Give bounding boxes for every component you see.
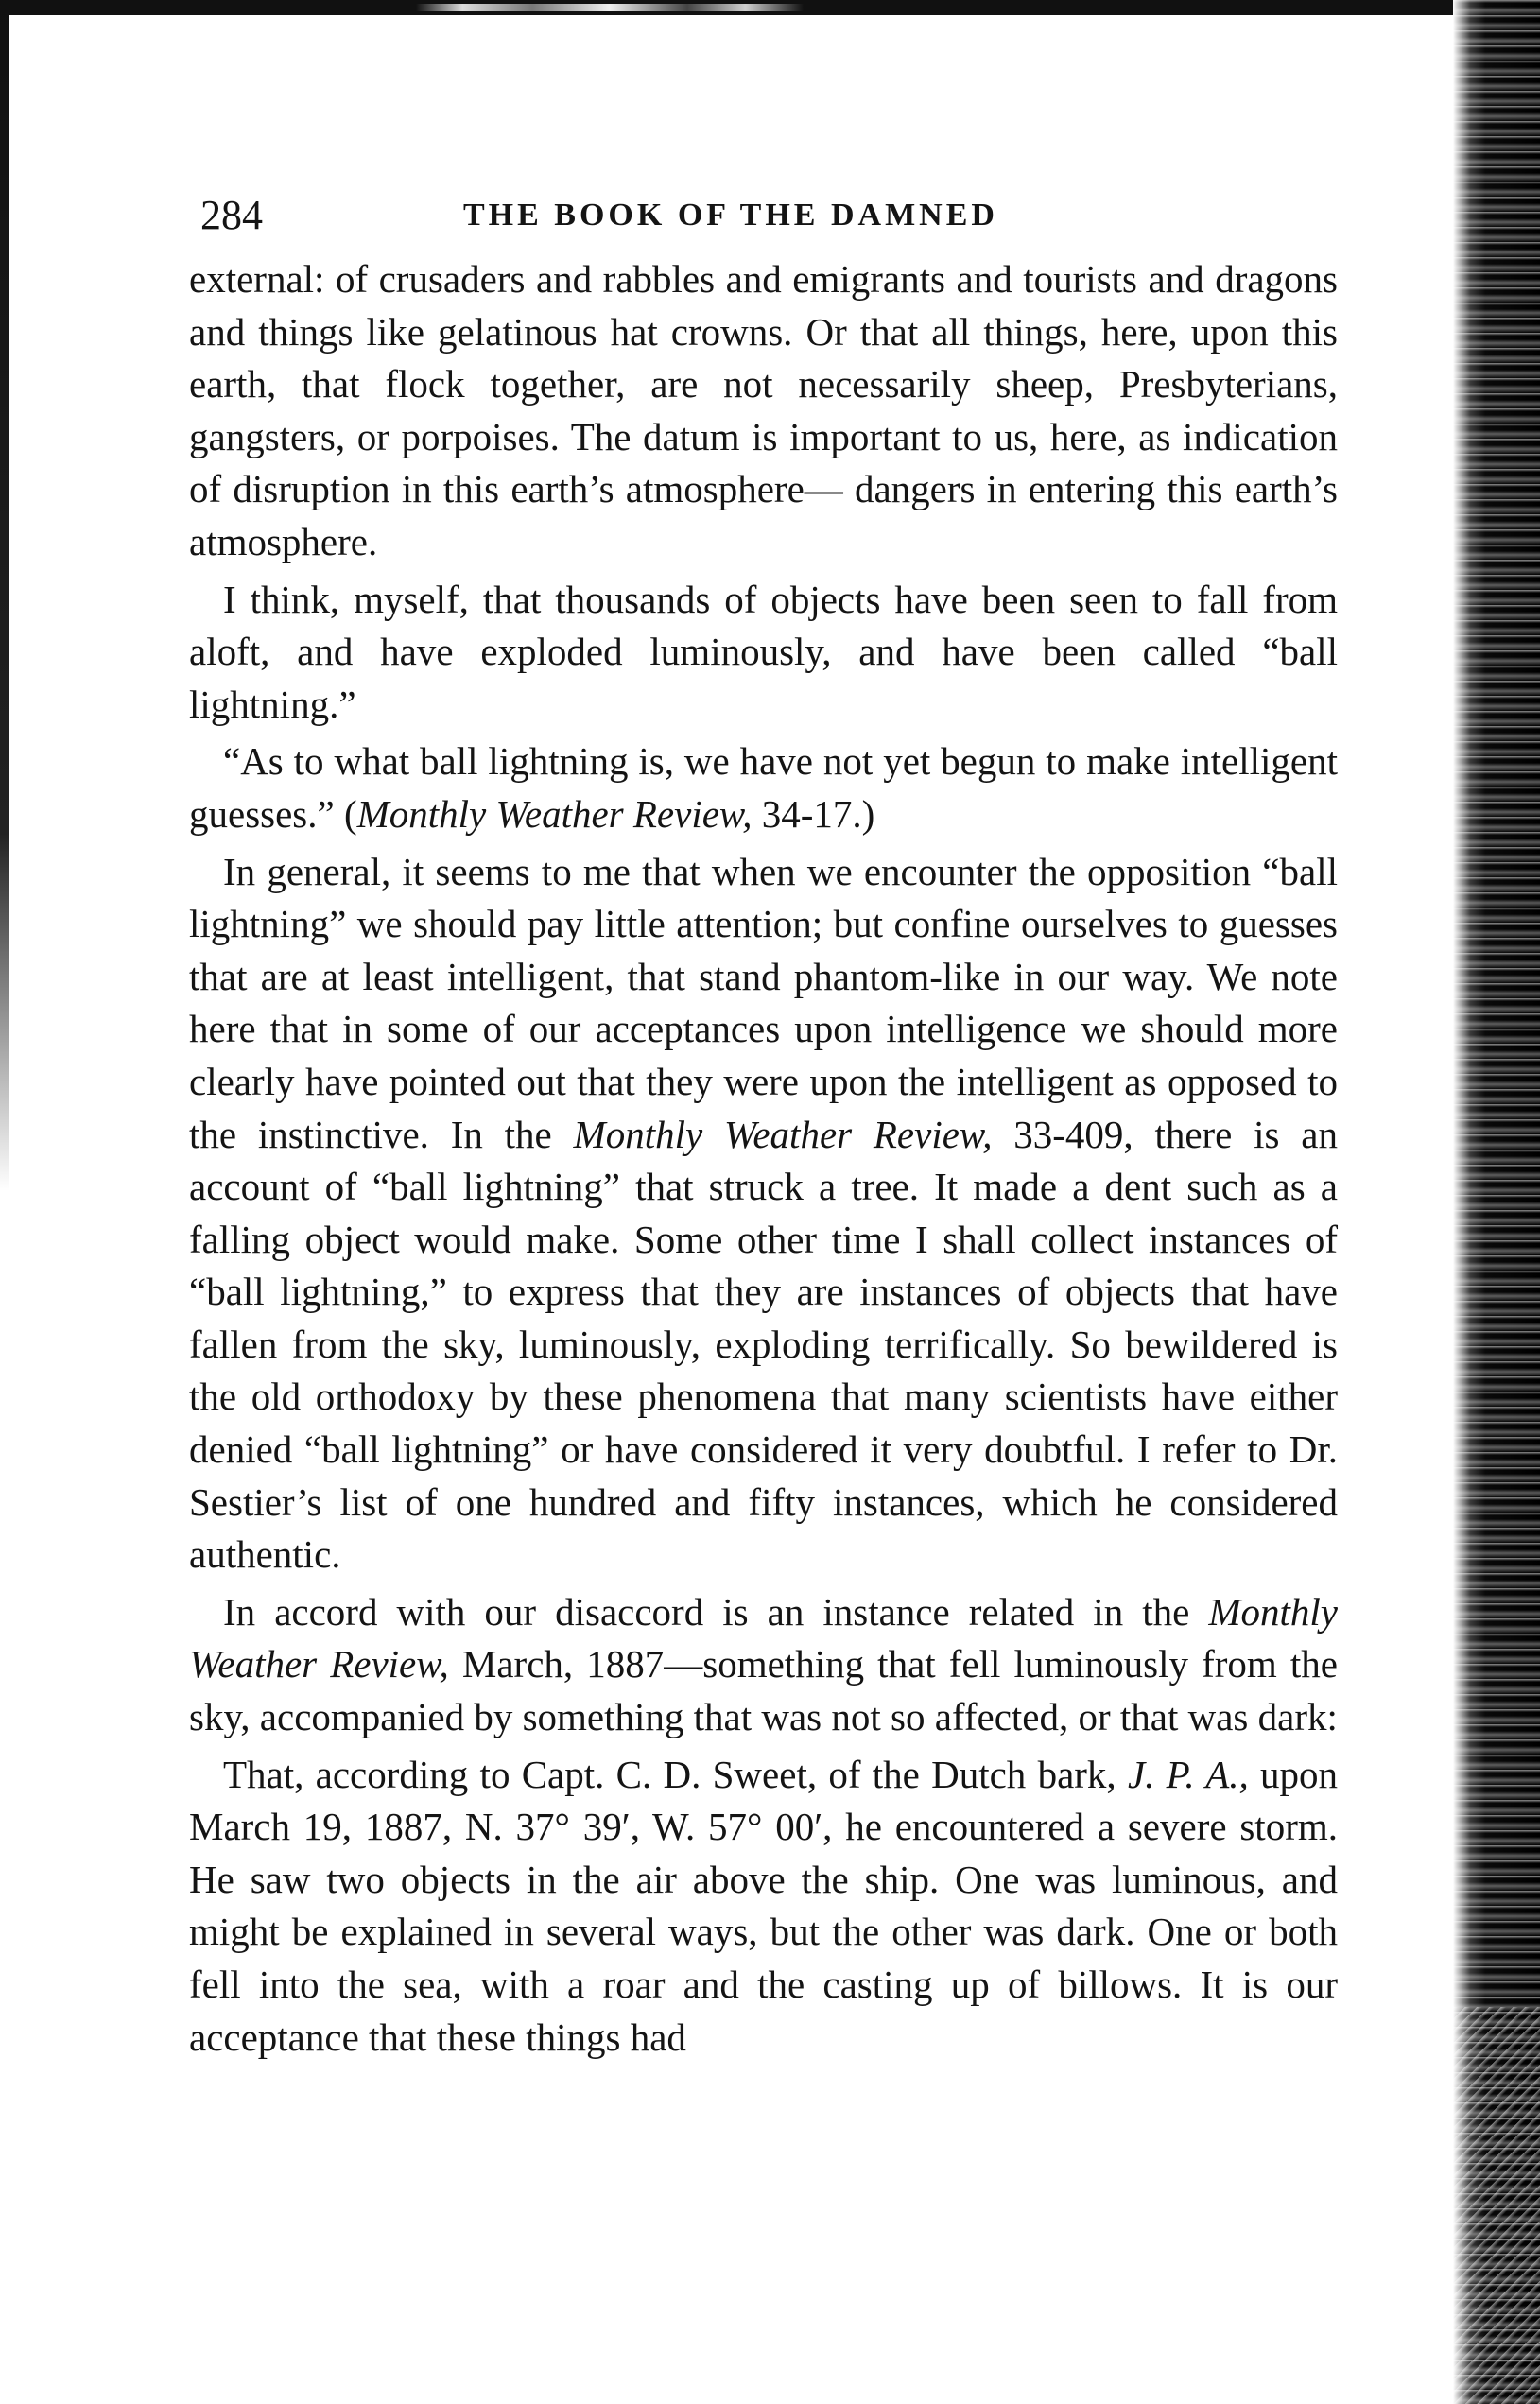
running-head: THE BOOK OF THE DAMNED [463, 198, 998, 233]
paragraph-4-text-a: In general, it seems to me that when we encounter the opposition “ball lightning” we should pay little attention; but confine ourselves to guesses that are at least intelligent, that stand phantom-like in our way. We note here that in some of our acceptances upon intelligence we should more clearly have pointed out that they were upon the intelligent as opposed to the instinctive. In the [189, 849, 1338, 1156]
paragraph-6-text-a: That, according to Capt. C. D. Sweet, of the Dutch bark, [223, 1752, 1128, 1796]
paragraph-6-ship-name-italic: J. P. A., [1127, 1752, 1249, 1796]
paragraph-3 [189, 735, 1338, 840]
scan-top-edge [0, 0, 1540, 15]
paragraph-2 [189, 574, 1338, 732]
paragraph-3-citation-italic: Monthly Weather Review, [356, 791, 753, 836]
paragraph-1 [189, 253, 1338, 569]
paragraph-3-text-b: 34-17.) [752, 791, 875, 836]
paragraph-4 [189, 846, 1338, 1582]
paragraph-5-text-a: In accord with our disaccord is an instance related in the [223, 1589, 1209, 1634]
paragraph-3-text-a: “As to what ball lightning is, we have not yet begun to make intelligent guesses.” ( [189, 739, 1338, 836]
scan-left-binding-shadow [0, 0, 9, 1191]
paragraph-4-text-b: 33-409, there is an account of “ball lightning” that struck a tree. It made a dent such as a falling object would make. Some other time I shall collect instances of “ball lightning,” to express that they are instances of objects that have fallen from the sky, luminously, exploding terrifically. So bewildered is the old orthodoxy by these phenomena that many scientists have either denied “ball lightning” or have considered it very doubtful. I refer to Dr. Sestier’s list of one hundred and fifty instances, which he considered authentic. [189, 1112, 1339, 1577]
paragraph-5-text-b: March, 1887—something that fell luminously from the sky, accompanied by something that was not so affected, or that was dark: [189, 1642, 1338, 1739]
paragraph-5-citation-italic: Monthly Weather Review, [189, 1589, 1338, 1686]
page-number: 284 [200, 192, 263, 238]
paragraph-6-text-b: upon March 19, 1887, N. 37° 39′, W. 57° 00′, he encountered a severe storm. He saw two objects in the air above the ship. One was luminous, and might be explained in several ways, but the other was dark. One or both fell into the sea, with a roar and the casting up of billows. It is our acceptance that these things had [189, 1752, 1339, 2059]
scan-right-page-edge [1453, 0, 1540, 2404]
paragraph-4-citation-italic: Monthly Weather Review, [573, 1112, 993, 1156]
paragraph-6 [189, 1749, 1338, 2065]
paragraph-5 [189, 1586, 1338, 1744]
paragraph-1-text: external: of crusaders and rabbles and emigrants and tourists and dragons and things like gelatinous hat crowns. Or that all things, here, upon this earth, that flock together, are not necessarily sheep, Presbyterians, gangsters, or porpoises. The datum is important to us, here, as indication of disruption in this earth’s atmosphere— dangers in entering this earth’s atmosphere. [189, 257, 1338, 563]
paragraph-2-text: I think, myself, that thousands of objects have been seen to fall from aloft, and have exploded luminously, and have been called “ball lightning.” [189, 577, 1338, 726]
page-header [200, 187, 1349, 244]
body-text [189, 253, 1338, 2064]
